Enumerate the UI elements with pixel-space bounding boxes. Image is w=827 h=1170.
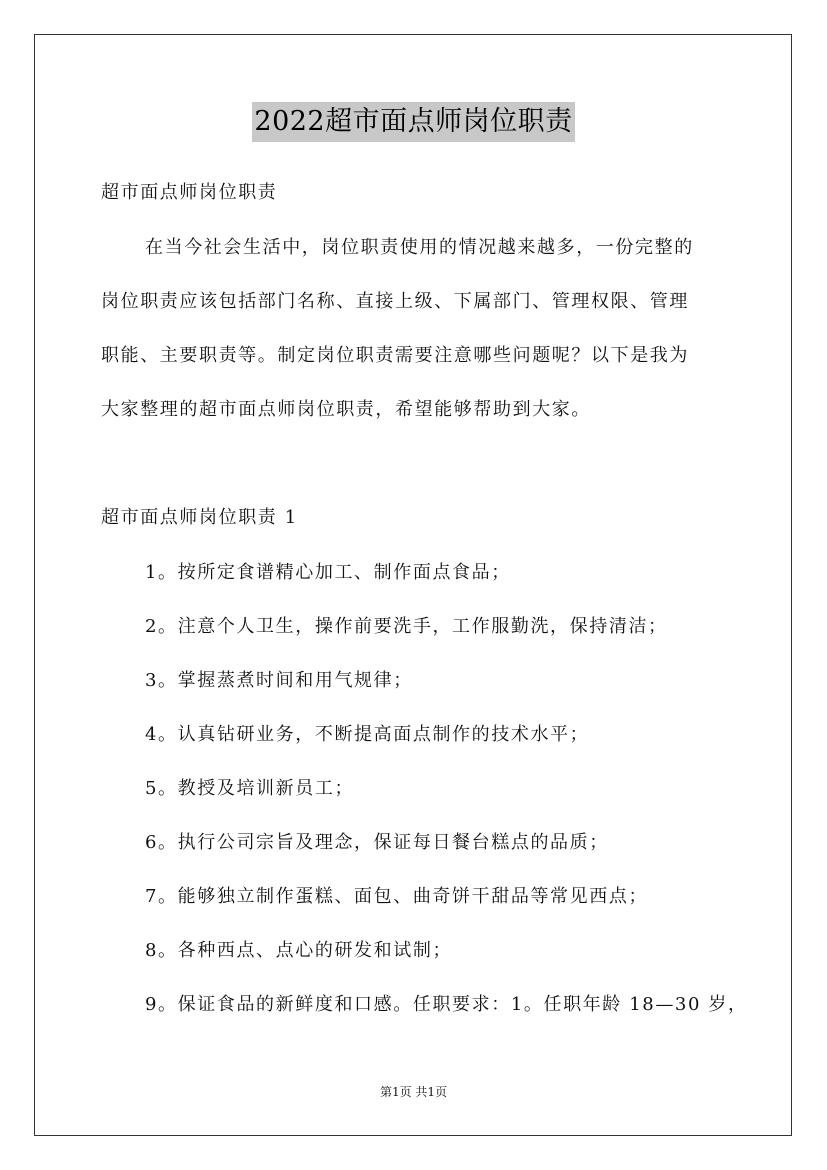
intro-line-2: 岗位职责应该包括部门名称、直接上级、下属部门、管理权限、管理 <box>101 291 689 312</box>
list-item: 8。各种西点、点心的研发和试制； <box>145 940 453 961</box>
title-container <box>0 102 827 142</box>
list-item: 9。保证食品的新鲜度和口感。任职要求：1。任职年龄 18—30 岁， <box>145 994 748 1015</box>
list-item: 3。掌握蒸煮时间和用气规律； <box>145 670 413 691</box>
section-heading: 超市面点师岗位职责 1 <box>101 507 298 528</box>
list-item: 6。执行公司宗旨及理念，保证每日餐台糕点的品质； <box>145 832 609 853</box>
intro-line-1: 在当今社会生活中，岗位职责使用的情况越来越多，一份完整的 <box>145 237 694 258</box>
document-title: 2022超市面点师岗位职责 <box>252 102 574 142</box>
list-item: 1。按所定食谱精心加工、制作面点食品； <box>145 562 511 583</box>
list-item: 7。能够独立制作蛋糕、面包、曲奇饼干甜品等常见西点； <box>145 886 649 907</box>
document-heading: 超市面点师岗位职责 <box>101 182 278 203</box>
list-item: 2。注意个人卫生，操作前要洗手，工作服勤洗，保持清洁； <box>145 616 668 637</box>
page-number: 第1页 共1页 <box>379 1085 448 1099</box>
list-item: 4。认真钻研业务，不断提高面点制作的技术水平； <box>145 724 590 745</box>
intro-line-4: 大家整理的超市面点师岗位职责，希望能够帮助到大家。 <box>101 399 591 420</box>
list-item: 5。教授及培训新员工； <box>145 778 355 799</box>
intro-line-3: 职能、主要职责等。制定岗位职责需要注意哪些问题呢？以下是我为 <box>101 345 689 366</box>
